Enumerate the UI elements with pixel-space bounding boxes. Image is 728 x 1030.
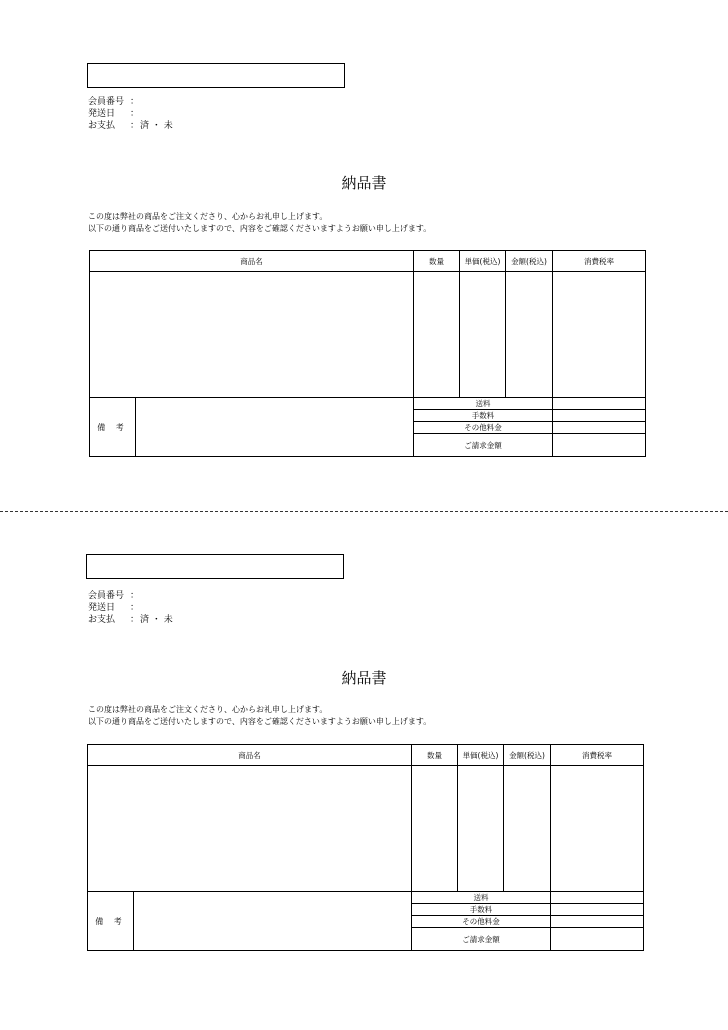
customer-meta xyxy=(88,96,173,132)
header-amount: 金額(税込) xyxy=(506,251,553,272)
member-number-label: 会員番号 xyxy=(88,97,125,107)
recipient-name-box[interactable] xyxy=(86,554,344,579)
member-number-colon: ： xyxy=(130,591,140,601)
payment-label: お支払 xyxy=(88,121,116,131)
ship-date-row xyxy=(88,602,173,614)
table-row xyxy=(88,766,644,892)
other-fee-value[interactable] xyxy=(551,916,644,928)
header-tax-rate: 消費税率 xyxy=(551,745,644,766)
items-table xyxy=(87,744,644,951)
greeting-line-1: この度は弊社の商品をご注文くださり、心からお礼申し上げます。 xyxy=(88,212,328,221)
member-number-row xyxy=(88,96,173,108)
ship-date-row xyxy=(88,108,173,120)
header-quantity: 数量 xyxy=(414,251,460,272)
payment-label: お支払 xyxy=(88,615,116,625)
handling-fee-value[interactable] xyxy=(553,410,646,422)
remarks-label: 備 考 xyxy=(90,398,136,457)
header-unit-price: 単価(税込) xyxy=(458,745,504,766)
other-fee-label: その他料金 xyxy=(414,422,553,434)
greeting-line-2: 以下の通り商品をご送付いたしますので、内容をご確認くださいますようお願い申し上げます。 xyxy=(88,717,432,726)
header-product-name: 商品名 xyxy=(90,251,414,272)
remarks-cell[interactable] xyxy=(134,892,412,951)
greeting-text xyxy=(88,211,431,235)
shipping-fee-label: 送料 xyxy=(412,892,551,904)
delivery-slip-bottom xyxy=(0,494,728,994)
shipping-fee-label: 送料 xyxy=(414,398,553,410)
unit-price-cell[interactable] xyxy=(460,272,506,398)
header-amount: 金額(税込) xyxy=(504,745,551,766)
document-title: 納品書 xyxy=(341,174,387,192)
product-name-cell[interactable] xyxy=(90,272,414,398)
member-number-colon: ： xyxy=(130,97,140,107)
handling-fee-label: 手数料 xyxy=(412,904,551,916)
handling-fee-value[interactable] xyxy=(551,904,644,916)
total-value[interactable] xyxy=(553,434,646,457)
ship-date-label: 発送日 xyxy=(88,109,116,119)
payment-colon: ： xyxy=(130,615,140,625)
other-fee-label: その他料金 xyxy=(412,916,551,928)
quantity-cell[interactable] xyxy=(414,272,460,398)
tax-rate-cell[interactable] xyxy=(551,766,644,892)
header-tax-rate: 消費税率 xyxy=(553,251,646,272)
unit-price-cell[interactable] xyxy=(458,766,504,892)
remarks-cell[interactable] xyxy=(136,398,414,457)
greeting-line-1: この度は弊社の商品をご注文くださり、心からお礼申し上げます。 xyxy=(88,705,328,714)
shipping-fee-row xyxy=(90,398,646,410)
table-row xyxy=(90,272,646,398)
items-table xyxy=(89,250,646,457)
member-number-label: 会員番号 xyxy=(88,591,125,601)
other-fee-value[interactable] xyxy=(553,422,646,434)
header-product-name: 商品名 xyxy=(88,745,412,766)
greeting-text xyxy=(88,704,431,728)
shipping-fee-row xyxy=(88,892,644,904)
quantity-cell[interactable] xyxy=(412,766,458,892)
customer-meta xyxy=(88,590,173,626)
document-title: 納品書 xyxy=(341,669,387,687)
table-header-row xyxy=(90,251,646,272)
payment-row xyxy=(88,120,173,132)
header-unit-price: 単価(税込) xyxy=(460,251,506,272)
shipping-fee-value[interactable] xyxy=(551,892,644,904)
handling-fee-label: 手数料 xyxy=(414,410,553,422)
ship-date-colon: ： xyxy=(130,603,140,613)
payment-row xyxy=(88,614,173,626)
member-number-row xyxy=(88,590,173,602)
product-name-cell[interactable] xyxy=(88,766,412,892)
ship-date-colon: ： xyxy=(130,109,140,119)
ship-date-label: 発送日 xyxy=(88,603,116,613)
tax-rate-cell[interactable] xyxy=(553,272,646,398)
header-quantity: 数量 xyxy=(412,745,458,766)
amount-cell[interactable] xyxy=(506,272,553,398)
greeting-line-2: 以下の通り商品をご送付いたしますので、内容をご確認くださいますようお願い申し上げます。 xyxy=(88,224,432,233)
total-label: ご請求金額 xyxy=(412,928,551,951)
delivery-slip-top xyxy=(0,0,728,500)
total-value[interactable] xyxy=(551,928,644,951)
remarks-label: 備 考 xyxy=(88,892,134,951)
payment-status: 済 ・ 未 xyxy=(140,121,173,131)
payment-colon: ： xyxy=(130,121,140,131)
payment-status: 済 ・ 未 xyxy=(140,615,173,625)
shipping-fee-value[interactable] xyxy=(553,398,646,410)
table-header-row xyxy=(88,745,644,766)
recipient-name-box[interactable] xyxy=(87,63,345,88)
amount-cell[interactable] xyxy=(504,766,551,892)
total-label: ご請求金額 xyxy=(414,434,553,457)
